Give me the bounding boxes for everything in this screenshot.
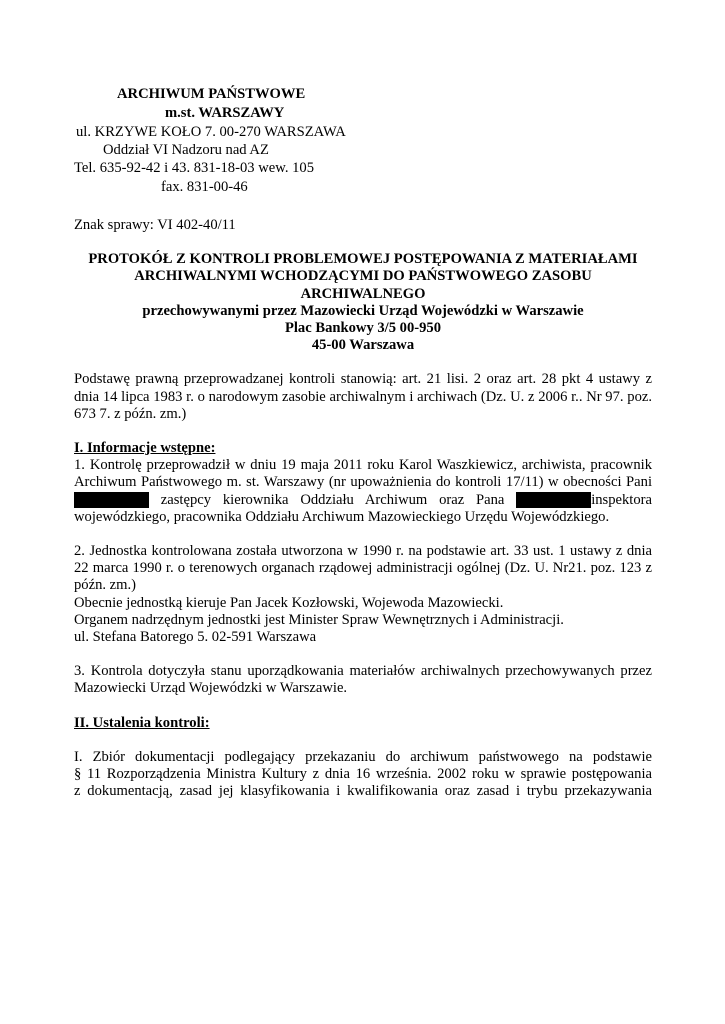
archive-city: m.st. WARSZAWY [165,105,285,121]
section-2-line-3: z dokumentacją, zasad jej klasyfikowania i kwalifikowania oraz zasad i trybu przekazywania [74,783,652,800]
document-title [74,251,652,354]
section-1-paragraph-1 [74,457,652,526]
section-1-paragraph-2-line-4: ul. Stefana Batorego 5. 02-591 Warszawa [74,629,317,646]
paragraph-1-text-a: 1. Kontrolę przeprowadził w dniu 19 maja 2011 roku Karol Waszkiewicz, archiwista, pracownik Archiwum Państwowego m. st. Warszawy (nr upoważnienia do kontroli 17/11) w obecności Pani [74,457,652,491]
redacted-name-2: …………… [517,491,591,508]
title-line-4: przechowywanymi przez Mazowiecki Urząd Wojewódzki w Warszawie [142,302,584,319]
section-1-paragraph-2-line-3: Organem nadrzędnym jednostki jest Minister Spraw Wewnętrznych i Administracji. [74,611,564,628]
section-2-line-2: § 11 Rozporządzenia Ministra Kultury z dnia 16 września. 2002 roku w sprawie postępowania [74,766,652,783]
redacted-name-1: …………… [75,491,148,508]
title-line-5: Plac Bankowy 3/5 00-950 [284,320,442,337]
title-line-1: PROTOKÓŁ Z KONTROLI PROBLEMOWEJ POSTĘPOWANIA Z MATERIAŁAMI [88,251,638,268]
section-2-line-1: I. Zbiór dokumentacji podlegający przekazaniu do archiwum państwowego na podstawie [74,748,652,765]
paragraph-1-text-c: inspektora wojewódzkiego, pracownika Oddziału Archiwum Mazowieckiego Urzędu Wojewódzkiego. [74,491,652,525]
title-line-6: 45-00 Warszawa [311,337,415,354]
title-line-2: ARCHIWALNYMI WCHODZĄCYMI DO PAŃSTWOWEGO ZASOBU [134,268,592,285]
document-page [74,86,652,800]
letterhead [74,86,652,201]
section-1-paragraph-2: 2. Jednostka kontrolowana została utworzona w 1990 r. na podstawie art. 33 ust. 1 ustawy z dnia 22 marca 1990 r. o terenowych organach rządowej administracji ogólnej (Dz. U. Nr21. poz. 123 z późn. zm.) [74,543,652,594]
legal-basis-paragraph: Podstawę prawną przeprowadzanej kontroli stanowią: art. 21 lisi. 2 oraz art. 28 pkt 4 ustawy z dnia 14 lipca 1983 r. o narodowym zasobie archiwalnym i archiwach (Dz. U. z 2006 r.. Nr 97. poz. 673 7. z późn. zm.) [74,371,652,422]
section-1-paragraph-2-line-2: Obecnie jednostką kieruje Pan Jacek Kozłowski, Wojewoda Mazowiecki. [74,594,504,611]
title-line-3: ARCHIWALNEGO [300,285,426,302]
paragraph-1-text-b: zastępcy kierownika Oddziału Archiwum oraz Pana [160,491,505,508]
archive-fax: fax. 831-00-46 [161,179,248,195]
case-number: Znak sprawy: VI 402-40/11 [74,217,236,233]
section-2-heading: II. Ustalenia kontroli: [74,714,210,731]
archive-phone: Tel. 635-92-42 i 43. 831-18-03 wew. 105 [74,160,315,176]
archive-department: Oddział VI Nadzoru nad AZ [103,142,269,158]
section-1-heading: I. Informacje wstępne: [74,440,216,457]
archive-name: ARCHIWUM PAŃSTWOWE [117,86,306,102]
section-1-paragraph-3: 3. Kontrola dotyczyła stanu uporządkowania materiałów archiwalnych przechowywanych przez Mazowiecki Urząd Wojewódzki w Warszawie. [74,663,652,697]
archive-address: ul. KRZYWE KOŁO 7. 00-270 WARSZAWA [76,124,346,140]
